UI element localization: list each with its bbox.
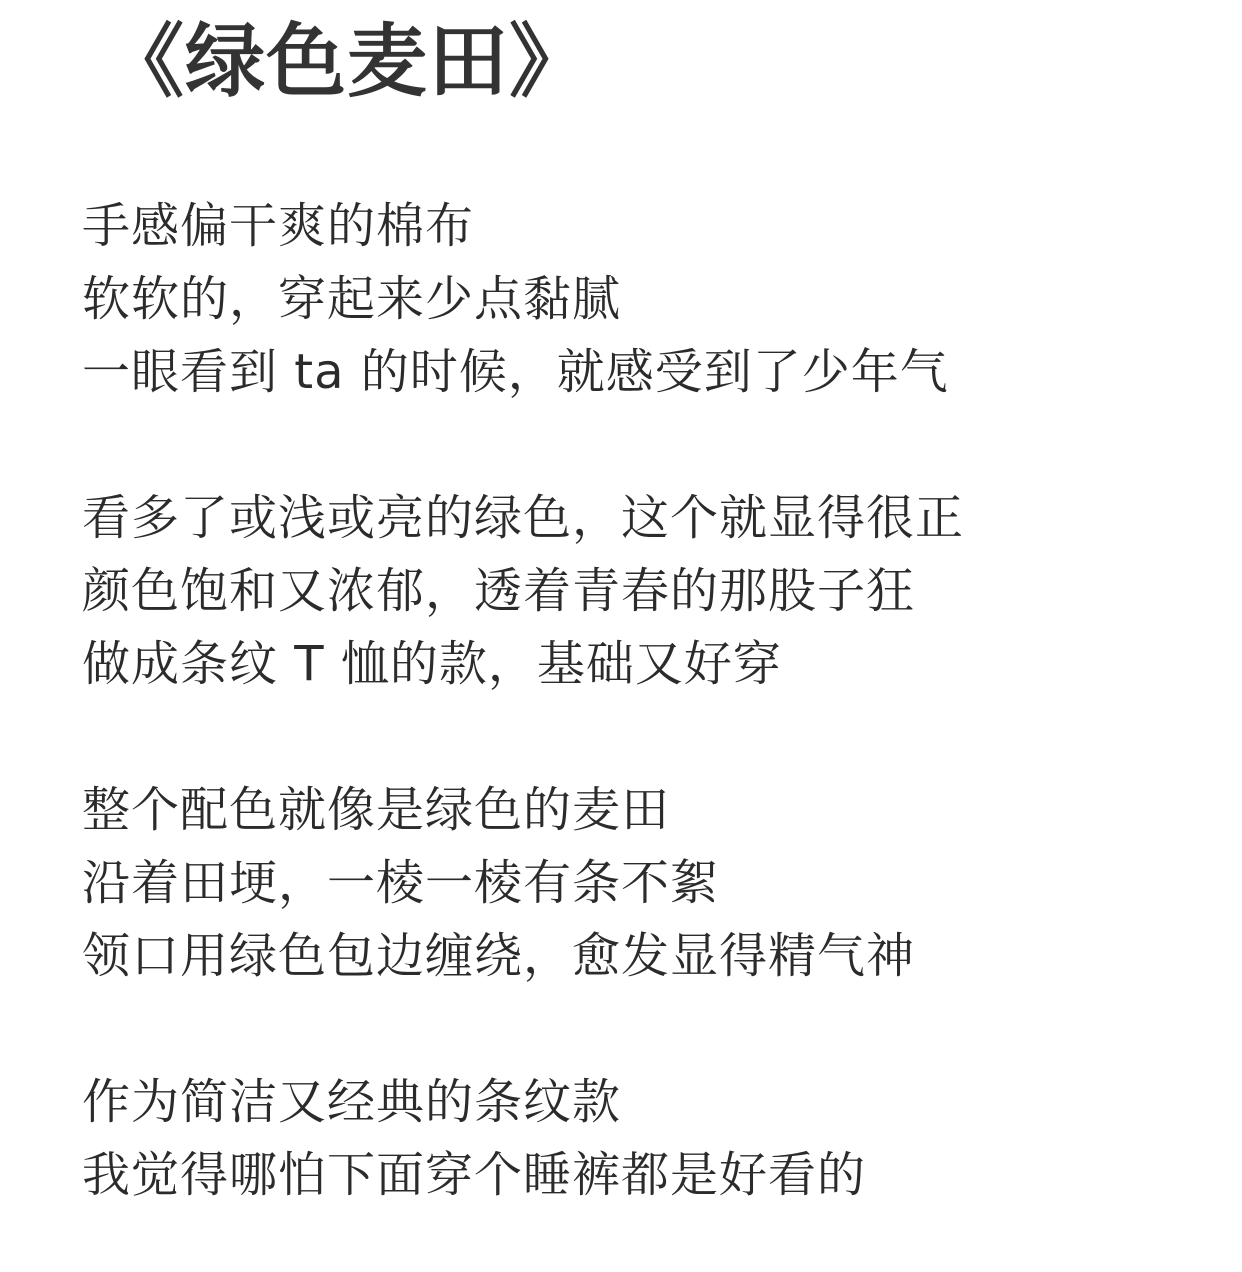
text-line: 一眼看到 ta 的时候，就感受到了少年气	[82, 344, 949, 400]
text-line: 做成条纹 T 恤的款，基础又好穿	[82, 636, 782, 692]
text-line: 我觉得哪怕下面穿个睡裤都是好看的	[82, 1147, 867, 1203]
text-line: 沿着田埂，一棱一棱有条不絮	[82, 855, 720, 911]
paragraph-1	[82, 190, 949, 409]
paragraph-2	[82, 482, 964, 701]
paragraph-3	[82, 774, 915, 993]
note-title: 《绿色麦田》	[104, 15, 590, 108]
text-line: 领口用绿色包边缠绕，愈发显得精气神	[82, 928, 916, 984]
text-line: 颜色饱和又浓郁，透着青春的那股子狂	[82, 563, 916, 619]
text-line: 整个配色就像是绿色的麦田	[82, 782, 671, 838]
text-line: 作为简洁又经典的条纹款	[82, 1074, 622, 1130]
text-line: 手感偏干爽的棉布	[82, 198, 475, 254]
text-line: 看多了或浅或亮的绿色，这个就显得很正	[82, 490, 965, 546]
paragraph-4	[82, 1066, 866, 1212]
text-line: 软软的，穿起来少点黏腻	[82, 271, 622, 327]
